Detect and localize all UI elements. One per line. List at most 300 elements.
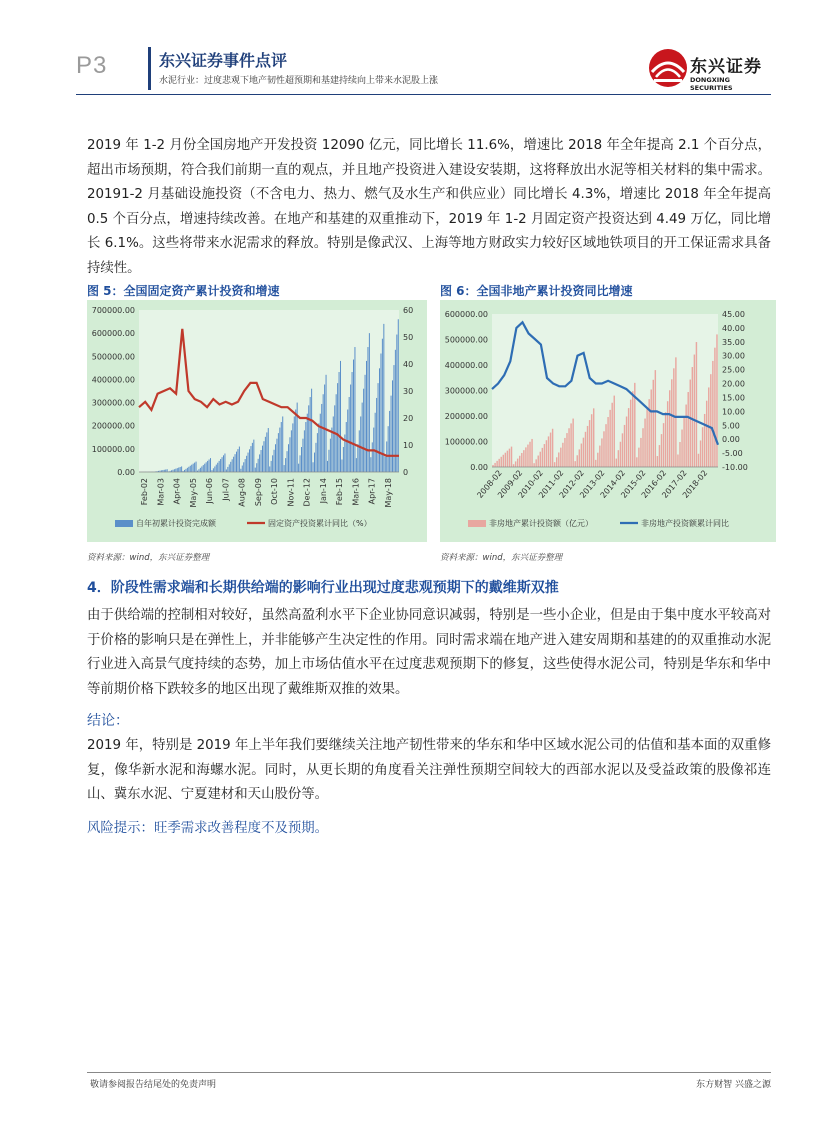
logo-text-en: DONGXING SECURITIES [690, 76, 733, 92]
bar [209, 460, 210, 472]
bar [302, 439, 303, 472]
x-tick-label: 2012-02 [557, 468, 586, 500]
bar [511, 447, 512, 467]
y-right-tick-label: 20.00 [722, 379, 745, 389]
y-left-tick-label: 400000.00 [91, 375, 135, 385]
bar [239, 447, 240, 472]
bar [710, 374, 711, 467]
x-tick-label: 2018-02 [680, 468, 710, 500]
bar [496, 461, 497, 467]
bar [498, 459, 499, 467]
legend-label: 自年初累计投资完成额 [136, 519, 216, 528]
bar [341, 460, 342, 472]
bar [167, 469, 168, 472]
bar [265, 437, 266, 472]
x-tick-label: 2015-02 [619, 468, 648, 500]
bar [706, 401, 707, 467]
legend-label: 固定资产投资累计同比（%） [268, 519, 372, 528]
legend-swatch-bar [468, 520, 486, 527]
bar [630, 400, 631, 467]
bar [310, 397, 311, 472]
bar [692, 367, 693, 467]
bar [331, 428, 332, 472]
bar [521, 453, 522, 467]
report-title: 东兴证券事件点评 [159, 51, 288, 70]
bar [318, 423, 319, 472]
body-paragraph-2: 由于供给端的控制相对较好，虽然高盈利水平下企业协同意识减弱，特别是一些小企业，但是由于集中度水平较高对于价格的影响只是在弹性上，并非能够产生决定性的作用。同时需求端在地产进入建安周期和基建的的双重推动水泥行业进入高景气度持续的态势，加上市场估值水平在过度悲观预期下的修复，这些使得水泥公司，特别是华东和华中等前期价格下跌较多的地区出现了戴维斯双推的效果。 [87, 608, 771, 697]
x-tick-label: Nov-11 [286, 478, 296, 507]
bar [313, 462, 314, 472]
bar [501, 457, 502, 467]
x-tick-label: 2014-02 [598, 468, 628, 500]
bar [376, 398, 377, 472]
y-right-tick-label: 40.00 [722, 323, 745, 333]
report-subtitle: 水泥行业：过度悲观下地产韧性超预期和基建持续向上带来水泥股上涨 [159, 76, 439, 86]
bar [357, 444, 358, 472]
bar [579, 449, 580, 467]
bar [207, 461, 208, 472]
bar [263, 441, 264, 472]
bar [315, 443, 316, 472]
bar [350, 385, 351, 472]
bar [548, 436, 549, 467]
bar [366, 361, 367, 472]
bar [204, 464, 205, 472]
bar [356, 458, 357, 472]
bar [268, 428, 269, 472]
bar [326, 375, 327, 472]
bar [285, 458, 286, 472]
x-tick-label: Mar-03 [156, 478, 166, 506]
x-tick-label: Feb-15 [335, 478, 345, 506]
bar [354, 347, 355, 472]
x-tick-label: Jun-06 [205, 478, 215, 504]
section-4-title: 4．阶段性需求端和长期供给端的影响行业出现过度悲观预期下的戴维斯双推 [87, 580, 559, 596]
bar [698, 454, 699, 467]
bar [538, 456, 539, 467]
bar [243, 462, 244, 472]
bar [367, 347, 368, 472]
bar [360, 416, 361, 472]
bar [222, 457, 223, 472]
bar [201, 466, 202, 472]
bar [232, 459, 233, 472]
bar [696, 342, 697, 467]
y-left-tick-label: 100000.00 [91, 444, 135, 454]
bar [191, 465, 192, 472]
bar [515, 461, 516, 467]
bar [605, 424, 606, 467]
bar [593, 408, 594, 467]
bar [519, 456, 520, 467]
bar [240, 469, 241, 472]
bar [250, 446, 251, 472]
bar [657, 456, 658, 467]
y-left-tick-label: 500000.00 [91, 352, 135, 362]
body-paragraph-3: 2019 年，特别是 2019 年上半年我们要继续关注地产韧性带来的华东和华中区域水泥公司的估值和基本面的双重修复，像华新水泥和海螺水泥。同时，从更长期的角度看关注弹性预期空间较大的西部水泥以及受益政策的股像祁连山、冀东水泥、宁夏建材和天山股份等。 [87, 738, 771, 802]
bar [505, 453, 506, 467]
bar [714, 348, 715, 467]
bar [206, 462, 207, 472]
bar [542, 448, 543, 467]
bar [340, 361, 341, 472]
y-right-tick-label: 20 [403, 414, 414, 423]
bar [389, 411, 390, 472]
bar [583, 438, 584, 467]
bar [681, 430, 682, 467]
bar [271, 461, 272, 472]
x-tick-label: 2016-02 [639, 468, 669, 500]
y-right-tick-label: 25.00 [722, 365, 745, 375]
bar [525, 447, 526, 467]
bar [570, 423, 571, 467]
footer-rule [87, 1072, 771, 1073]
bar [589, 420, 590, 467]
bar [663, 423, 664, 467]
bar [276, 439, 277, 472]
bar [343, 447, 344, 472]
bar [352, 372, 353, 472]
bar [339, 372, 340, 472]
bar [295, 410, 296, 472]
bar [198, 469, 199, 472]
y-left-tick-label: 0.00 [470, 463, 488, 472]
bar [533, 463, 534, 467]
legend-swatch-bar [115, 520, 133, 527]
bar [301, 447, 302, 472]
x-tick-label: Feb-02 [140, 478, 150, 506]
bar [375, 413, 376, 472]
bar [284, 465, 285, 472]
bar [346, 422, 347, 472]
fig5-source: 资料来源：wind，东兴证券整理 [87, 553, 210, 563]
bar [577, 455, 578, 467]
page-header [0, 0, 827, 100]
bar [181, 466, 182, 472]
bar [330, 439, 331, 472]
bar [636, 457, 637, 467]
bar [196, 462, 197, 472]
bar [704, 414, 705, 467]
bar [311, 389, 312, 472]
x-tick-label: Apr-17 [367, 478, 377, 505]
bar [230, 462, 231, 472]
body-paragraph-1: 2019 年 1-2 月份全国房地产开发投资 12090 亿元，同比增长 11.6%，增速比 2018 年全年提高 2.1 个百分点，超出市场预期，符合我们前期一直的观点，并且地产投资进入建设安装期，这将释放出水泥等相关材料的集中需求。20191-2 月基础设施投资（不含电力、热力、燃气及水生产和供应业）同比增长 4.3%，增速比 2018 年全年提高 0.5 个百分点，增速持续改善。在地产和基建的双重推动下，2019 年 1-2 月固定资产投资达到 4.49 万亿，同比增长 6.1%。这些将带来水泥需求的释放。特别是像武汉、上海等地方财政实力较好区域地铁项目的开工保证需求具备持续性。 [87, 138, 771, 276]
bar [671, 379, 672, 467]
bar [372, 442, 373, 472]
bar [388, 426, 389, 472]
bar [694, 355, 695, 467]
bar [544, 444, 545, 467]
bar [611, 403, 612, 467]
bar [289, 437, 290, 472]
y-left-tick-label: 700000.00 [91, 306, 135, 315]
y-right-tick-label: 30.00 [722, 351, 745, 361]
conclusion-title: 结论： [87, 713, 129, 729]
company-logo [648, 48, 774, 92]
bar [224, 453, 225, 472]
bar [591, 414, 592, 467]
bar [568, 428, 569, 467]
bar [305, 422, 306, 472]
bar [529, 442, 530, 467]
x-tick-label: Apr-04 [172, 478, 182, 505]
bar [180, 467, 181, 472]
bar [178, 468, 179, 472]
bar [587, 426, 588, 467]
x-tick-label: 2010-02 [516, 468, 545, 500]
bar [679, 442, 680, 467]
legend-label: 非房地产累计投资额（亿元） [489, 519, 593, 528]
bar [262, 446, 263, 472]
bar [291, 430, 292, 472]
bar [391, 396, 392, 472]
bar [194, 463, 195, 472]
bar [574, 461, 575, 467]
bar [509, 449, 510, 467]
bar [282, 416, 283, 472]
bar [220, 459, 221, 472]
bar [651, 389, 652, 467]
bar [546, 440, 547, 467]
bar [642, 428, 643, 467]
bar [321, 404, 322, 472]
bar [385, 457, 386, 472]
bar [174, 469, 175, 472]
y-right-tick-label: 50 [403, 333, 414, 342]
bar [237, 449, 238, 472]
bar [307, 414, 308, 472]
bar [327, 461, 328, 472]
bar [716, 334, 717, 467]
bar [353, 360, 354, 472]
y-left-tick-label: 0.00 [117, 468, 135, 477]
bar [246, 456, 247, 472]
bar [378, 383, 379, 472]
bar [223, 455, 224, 472]
bar [700, 440, 701, 467]
bar [261, 450, 262, 472]
bar [188, 467, 189, 472]
bar [646, 409, 647, 467]
bar [227, 467, 228, 472]
bar [644, 419, 645, 467]
bar [616, 459, 617, 467]
bar [235, 454, 236, 472]
bar [581, 444, 582, 467]
bar [320, 414, 321, 472]
bar [278, 433, 279, 472]
fig6-plot [440, 300, 776, 542]
bar [398, 319, 399, 472]
bar [624, 425, 625, 467]
bar [683, 417, 684, 467]
y-left-tick-label: 200000.00 [91, 421, 135, 431]
bar [632, 391, 633, 467]
bar [531, 439, 532, 467]
bar [294, 416, 295, 472]
x-tick-label: 2008-02 [475, 468, 504, 500]
bar [236, 452, 237, 472]
bar [274, 450, 275, 472]
bar [298, 464, 299, 472]
y-left-tick-label: 100000.00 [444, 437, 488, 447]
bar [233, 457, 234, 472]
bar [359, 430, 360, 472]
bar [266, 432, 267, 472]
bar [304, 430, 305, 472]
bar [552, 429, 553, 467]
bar [382, 339, 383, 472]
bar [535, 459, 536, 467]
bar [395, 350, 396, 472]
fig6-chart [440, 300, 776, 542]
fig6-source: 资料来源：wind，东兴证券整理 [440, 553, 563, 563]
bar [219, 461, 220, 472]
bar [252, 443, 253, 472]
bar [185, 469, 186, 472]
bar [550, 433, 551, 467]
bar [685, 405, 686, 467]
x-tick-label: Dec-12 [302, 478, 312, 507]
bar [258, 459, 259, 472]
bar [269, 466, 270, 472]
y-right-tick-label: -10.00 [722, 463, 748, 472]
risk-note [87, 817, 328, 836]
bar [562, 443, 563, 467]
header-divider [148, 47, 151, 90]
bar [618, 450, 619, 467]
y-left-tick-label: 200000.00 [444, 412, 488, 421]
bar [272, 455, 273, 472]
x-tick-label: Mar-16 [351, 478, 361, 506]
bar [626, 417, 627, 467]
bar [527, 445, 528, 467]
y-right-tick-label: 10.00 [722, 407, 745, 417]
logo-text-cn: 东兴证券 [690, 57, 762, 77]
bar [653, 380, 654, 467]
bar [210, 458, 211, 472]
bar [323, 394, 324, 472]
bar [187, 468, 188, 472]
bar [333, 416, 334, 472]
bar [665, 412, 666, 467]
bar [607, 417, 608, 467]
bar [288, 444, 289, 472]
y-left-tick-label: 600000.00 [91, 329, 135, 339]
bar [308, 405, 309, 472]
bar [687, 392, 688, 467]
bar [558, 452, 559, 467]
bar [540, 452, 541, 467]
bar [334, 405, 335, 472]
risk-text: 风险提示：旺季需求改善程度不及预期。 [87, 821, 329, 836]
bar [669, 390, 670, 467]
x-tick-label: Oct-10 [270, 478, 280, 505]
y-left-tick-label: 300000.00 [444, 386, 488, 396]
bar [190, 466, 191, 472]
bar [494, 463, 495, 467]
bar [363, 389, 364, 472]
bar [216, 465, 217, 472]
bar [609, 410, 610, 467]
bar [203, 465, 204, 472]
bar [200, 468, 201, 472]
bar [217, 463, 218, 472]
bar [193, 464, 194, 472]
y-right-tick-label: 45.00 [722, 310, 745, 319]
x-tick-label: Jul-07 [221, 478, 231, 501]
bar [279, 428, 280, 472]
bar [245, 459, 246, 472]
y-left-tick-label: 500000.00 [444, 335, 488, 345]
bar [213, 468, 214, 472]
bar [300, 455, 301, 472]
bar [275, 444, 276, 472]
bar [554, 462, 555, 467]
y-right-tick-label: 10 [403, 441, 414, 450]
bar [603, 431, 604, 467]
bar [362, 403, 363, 472]
bar [503, 455, 504, 467]
bar [628, 408, 629, 467]
bar [242, 466, 243, 472]
bar [614, 396, 615, 467]
bar [287, 451, 288, 472]
logo-mark-icon [648, 48, 688, 88]
bar [677, 455, 678, 467]
y-right-tick-label: 0.00 [722, 435, 740, 445]
bar [620, 442, 621, 467]
bar [317, 433, 318, 472]
bar [396, 335, 397, 472]
bar [379, 368, 380, 472]
y-right-tick-label: 15.00 [722, 393, 745, 403]
bar [597, 453, 598, 467]
bar [259, 454, 260, 472]
y-right-tick-label: 35.00 [722, 337, 745, 347]
bar [370, 457, 371, 472]
bar [560, 448, 561, 467]
bar [585, 432, 586, 467]
x-tick-label: May-18 [383, 478, 393, 508]
bar [249, 449, 250, 472]
bar [214, 466, 215, 472]
bar [601, 438, 602, 467]
bar [175, 469, 176, 472]
x-tick-label: 2009-02 [495, 468, 525, 500]
bar [638, 448, 639, 467]
bar [349, 397, 350, 472]
y-right-tick-label: 60 [403, 306, 414, 315]
x-tick-label: 2011-02 [537, 468, 566, 500]
bar [595, 460, 596, 467]
bar [599, 446, 600, 467]
bar [248, 453, 249, 472]
bar [256, 463, 257, 472]
x-tick-label: Sep-09 [253, 478, 263, 507]
fig5-title: 图 5：全国固定资产累计投资和增速 [87, 284, 280, 298]
legend-label: 非房地产投资额累计同比 [641, 519, 729, 528]
fig5-plot [87, 300, 427, 542]
bar [640, 438, 641, 467]
bar [622, 433, 623, 467]
bar [659, 445, 660, 467]
bar [690, 380, 691, 467]
bar [255, 468, 256, 472]
bar [675, 357, 676, 467]
x-tick-label: 2013-02 [578, 468, 607, 500]
